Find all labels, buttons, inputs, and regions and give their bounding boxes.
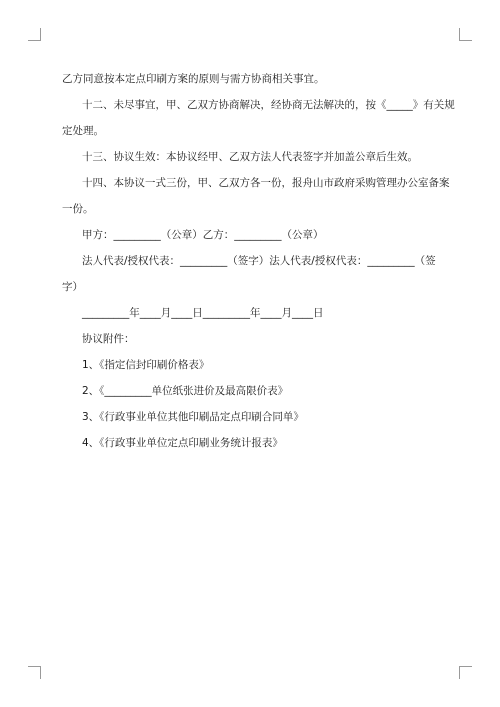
attachment-item: 1、《指定信封印刷价格表》 — [82, 359, 210, 371]
crop-mark-top-right — [459, 28, 472, 41]
attachments-heading: 协议附件： — [82, 333, 135, 345]
clause-14-line: 十四、本协议一式三份，甲、乙双方各一份，报舟山市政府采购管理办公室备案 — [82, 177, 450, 189]
attachment-item: 2、《_________单位纸张进价及最高限价表》 — [82, 385, 289, 397]
document-body — [62, 66, 455, 456]
crop-mark-top-left — [28, 28, 41, 41]
paragraph-line: 乙方同意按本定点印刷方案的原则与需方协商相关事宜。 — [62, 73, 325, 85]
crop-mark-bottom-right — [459, 666, 472, 679]
representative-signature-continuation: 字） — [62, 281, 83, 293]
attachment-item: 4、《行政事业单位定点印刷业务统计报表》 — [82, 437, 283, 449]
clause-12-continuation: 定处理。 — [62, 125, 104, 137]
clause-13-line: 十三、协议生效：本协议经甲、乙双方法人代表签字并加盖公章后生效。 — [82, 151, 418, 163]
party-seal-line: 甲方：_________（公章）乙方：_________（公章） — [82, 229, 324, 241]
clause-12-line: 十二、未尽事宜，甲、乙双方协商解决，经协商无法解决的，按《_____》有关规 — [82, 99, 455, 111]
crop-mark-bottom-left — [28, 666, 41, 679]
representative-signature-line: 法人代表/授权代表：_________（签字）法人代表/授权代表：_________（签 — [82, 255, 436, 267]
date-line: _________年____月____日_________年____月____日 — [82, 307, 324, 319]
attachment-item: 3、《行政事业单位其他印刷品定点印刷合同单》 — [82, 411, 304, 423]
clause-14-continuation: 一份。 — [62, 203, 94, 215]
